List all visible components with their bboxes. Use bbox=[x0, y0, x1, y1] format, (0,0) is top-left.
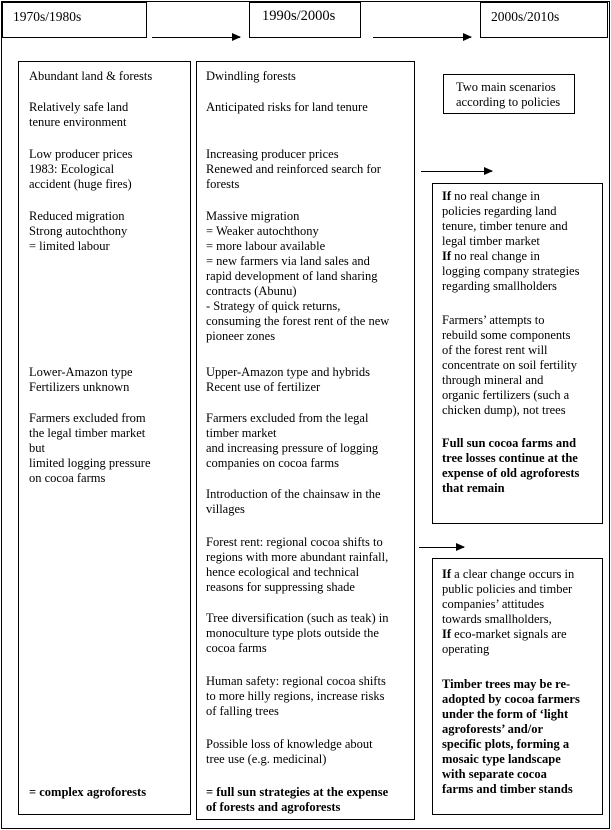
c2-block-4: Massive migration = Weaker autochthony = more labour available = new farmers via land sales and rapid development of land sharing contracts (Abunu) - Strategy of quick returns, consuming the forest rent of the new pioneer zones bbox=[206, 209, 390, 343]
scenario-2-result: Timber trees may be re- adopted by cocoa farmers under the form of ‘light agroforests’ and/or specific plots, forming a mosaic type landscape with separate cocoa farms and timber stands bbox=[442, 677, 580, 796]
c2-block-1: Dwindling forests bbox=[206, 69, 296, 83]
arrow-period-1-to-2 bbox=[152, 37, 240, 38]
c1-block-3: Low producer prices 1983: Ecological accident (huge fires) bbox=[29, 147, 133, 191]
c1-block-2: Relatively safe land tenure environment bbox=[29, 100, 129, 129]
scenario-1-body: Farmers’ attempts to rebuild some components of the forest rent will concentrate on soil fertility through mineral and organic fertilizers (such a chicken dump), not trees bbox=[442, 313, 578, 417]
c2-block-7: Introduction of the chainsaw in the villages bbox=[206, 487, 381, 516]
arrow-to-scenario-1 bbox=[421, 171, 492, 172]
scenario-1-condition-1: If no real change in policies regarding land tenure, timber tenure and legal timber market If no real change in logging company strategies regarding smallholders bbox=[442, 189, 580, 293]
period-header-1990s: 1990s/2000s bbox=[249, 2, 361, 38]
c2-block-11: Possible loss of knowledge about tree use (e.g. medicinal) bbox=[206, 737, 373, 766]
scenarios-title-box: Two main scenarios according to policies bbox=[443, 74, 575, 114]
scenario-2-condition: If a clear change occurs in public policies and timber companies’ attitudes towards smallholders, If eco-market signals are operating bbox=[442, 567, 575, 656]
c1-block-6: Farmers excluded from the legal timber market but limited logging pressure on cocoa farms bbox=[29, 411, 151, 485]
arrow-to-scenario-2 bbox=[419, 547, 464, 548]
c2-block-6: Farmers excluded from the legal timber market and increasing pressure of logging companies on cocoa farms bbox=[206, 411, 379, 470]
c1-conclusion: = complex agroforests bbox=[29, 785, 147, 799]
c1-block-4: Reduced migration Strong autochthony = limited labour bbox=[29, 209, 128, 253]
c2-conclusion: = full sun strategies at the expense of forests and agroforests bbox=[206, 785, 389, 814]
arrow-period-2-to-3 bbox=[373, 37, 471, 38]
period-header-2000s: 2000s/2010s bbox=[480, 2, 608, 38]
c1-block-1: Abundant land & forests bbox=[29, 69, 153, 83]
c2-block-8: Forest rent: regional cocoa shifts to regions with more abundant rainfall, hence ecological and technical reasons for suppressing shade bbox=[206, 535, 389, 594]
c1-block-5: Lower-Amazon type Fertilizers unknown bbox=[29, 365, 133, 394]
c2-block-2: Anticipated risks for land tenure bbox=[206, 100, 368, 114]
c2-block-9: Tree diversification (such as teak) in monoculture type plots outside the cocoa farms bbox=[206, 611, 389, 655]
scenario-1-result: Full sun cocoa farms and tree losses continue at the expense of old agroforests that remain bbox=[442, 436, 580, 495]
c2-block-3: Increasing producer prices Renewed and reinforced search for forests bbox=[206, 147, 381, 191]
period-header-1970s: 1970s/1980s bbox=[2, 2, 147, 38]
c2-block-10: Human safety: regional cocoa shifts to more hilly regions, increase risks of falling trees bbox=[206, 674, 386, 718]
c2-block-5: Upper-Amazon type and hybrids Recent use of fertilizer bbox=[206, 365, 370, 394]
